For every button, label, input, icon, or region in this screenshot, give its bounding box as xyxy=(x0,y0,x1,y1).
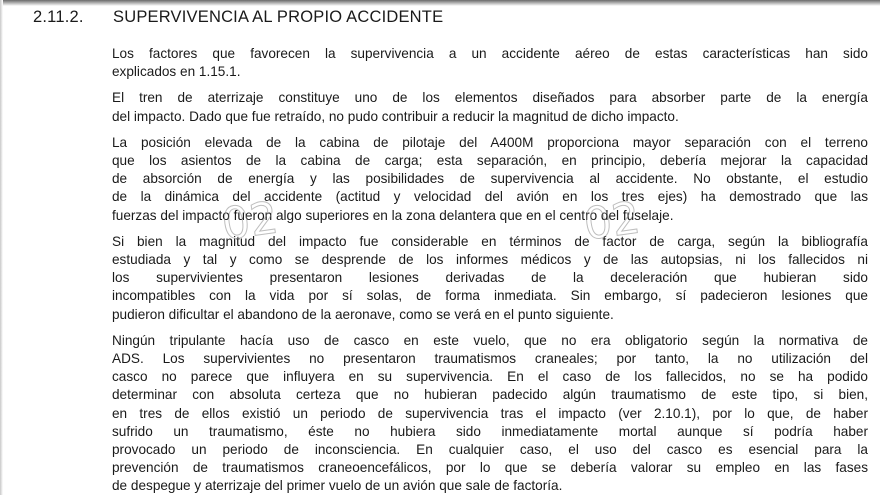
text-line: fuerzas del impacto fueron algo superiores en la zona delantera que en el centro del fuselaje. xyxy=(112,207,674,223)
paragraph-2 xyxy=(112,89,868,125)
text-line: provocado un periodo de inconsciencia. En cualquier caso, el uso del casco es esencial para la xyxy=(112,442,868,458)
text-line: del impacto. Dado que fue retraído, no pudo contribuir a reducir la magnitud de dicho impacto. xyxy=(112,108,679,124)
text-line: casco no parece que influyera en su supervivencia. En el caso de los fallecidos, no se ha podido xyxy=(112,369,868,385)
text-line: determinar con absoluta certeza que no hubieran padecido algún traumatismo de este tipo, si bien, xyxy=(112,387,868,403)
watermark-stamp: 02 xyxy=(218,192,282,251)
watermark-stamp: 02 xyxy=(580,192,644,251)
text-line: incompatibles con la vida por sí solas, de forma inmediata. Sin embargo, sí padecieron lesiones que xyxy=(112,288,868,304)
text-line: de despegue y aterrizaje del primer vuelo de un avión que sale de factoría. xyxy=(112,478,563,494)
text-line: Ningún tripulante hacía uso de casco en este vuelo, que no era obligatorio según la normativa de xyxy=(112,332,868,348)
section-title: SUPERVIVENCIA AL PROPIO ACCIDENTE xyxy=(113,8,444,26)
text-line: Los factores que favorecen la supervivencia a un accidente aéreo de estas características han sido xyxy=(112,46,868,61)
scan-left-edge xyxy=(0,0,3,495)
text-line: pudieron dificultar el abandono de la aeronave, como se verá en el punto siguiente. xyxy=(112,306,614,322)
text-line: de la dinámica del accidente (actitud y velocidad del avión en los tres ejes) ha demostrado que las xyxy=(112,189,868,205)
document-body xyxy=(112,45,868,504)
paragraph-5 xyxy=(112,332,868,496)
text-line: estudiada y tal y como se desprende de los informes médicos y de las autopsias, ni los fallecidos ni xyxy=(112,252,868,268)
paragraph-1 xyxy=(112,45,868,81)
text-line: los supervivientes presentaron lesiones derivadas de la deceleración que hubieran sido xyxy=(112,270,868,286)
text-line: ADS. Los supervivientes no presentaron traumatismos craneales; por tanto, la no utilización del xyxy=(112,351,868,367)
text-line: en tres de ellos existió un periodo de supervivencia tras el impacto (ver 2.10.1), por lo que, de haber xyxy=(112,405,868,421)
text-line: que los asientos de la cabina de carga; esta separación, en principio, debería mejorar la capacidad xyxy=(112,153,868,169)
text-line: prevención de traumatismos craneoencefálicos, por lo que se debería valorar su empleo en las fases xyxy=(112,460,868,476)
text-line: explicados en 1.15.1. xyxy=(112,64,241,80)
text-line: Si bien la magnitud del impacto fue considerable en términos de factor de carga, según la bibliografía xyxy=(112,233,868,249)
text-line: El tren de aterrizaje constituye uno de los elementos diseñados para absorber parte de la energía xyxy=(112,90,868,106)
section-number: 2.11.2. xyxy=(33,8,84,26)
section-heading xyxy=(33,8,443,27)
text-line: sufrido un traumatismo, éste no hubiera sido inmediatamente mortal aunque sí podría haber xyxy=(112,423,868,439)
text-line: de absorción de energía y las posibilidades de supervivencia al accidente. No obstante, el estudio xyxy=(112,171,868,187)
text-line: La posición elevada de la cabina de pilotaje del A400M proporciona mayor separación con el terreno xyxy=(112,134,868,150)
scan-top-shadow xyxy=(0,0,880,6)
